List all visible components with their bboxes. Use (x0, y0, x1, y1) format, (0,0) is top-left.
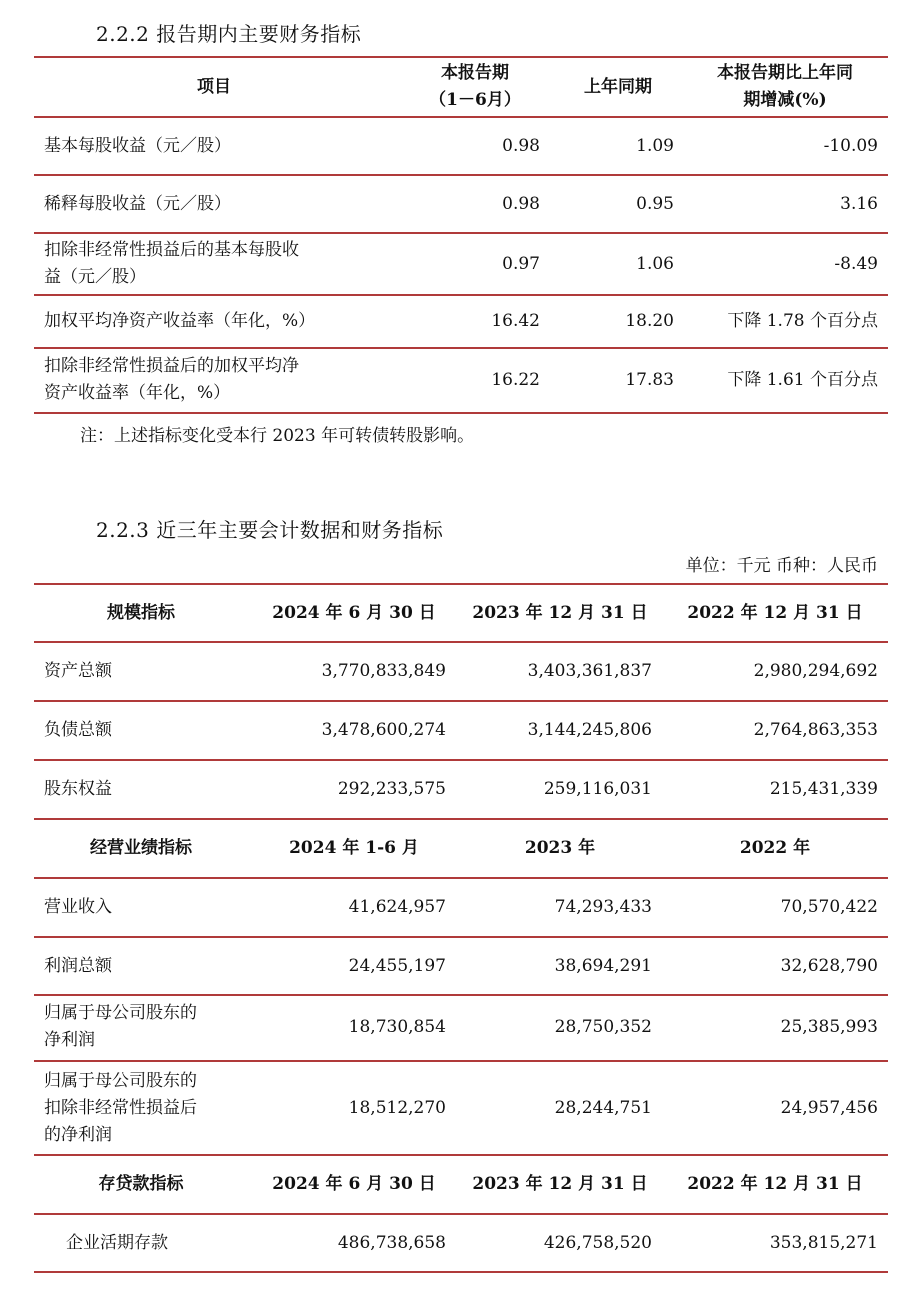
col-header-date: 2024 年 6 月 30 日 (272, 602, 436, 623)
table-cell: 0.98 (502, 193, 540, 214)
table-cell: 18,730,854 (348, 1016, 446, 1037)
table-row-label: 归属于母公司股东的 净利润 (44, 1003, 197, 1050)
table-cell: 38,694,291 (554, 955, 652, 976)
table-row-label: 负债总额 (44, 719, 112, 740)
table-cell: 17.83 (625, 369, 674, 390)
table-cell: 0.95 (636, 193, 674, 214)
col-header-date: 2023 年 12 月 31 日 (472, 602, 648, 623)
table-cell: 70,570,422 (780, 896, 878, 917)
table-row-label: 扣除非经常性损益后的加权平均净 资产收益率（年化，%） (44, 356, 299, 403)
table-cell: 3,144,245,806 (527, 719, 652, 740)
table-cell: 18,512,270 (348, 1097, 446, 1118)
table-cell: 3.16 (840, 193, 878, 214)
table-cell: 28,244,751 (554, 1097, 652, 1118)
table-cell: 下降 1.78 个百分点 (727, 310, 878, 331)
table-cell: -10.09 (823, 135, 878, 156)
table-cell: 74,293,433 (554, 896, 652, 917)
table-row-label: 扣除非经常性损益后的基本每股收 益（元／股） (44, 240, 299, 287)
table-cell: 2,980,294,692 (753, 660, 878, 681)
table-row-label: 资产总额 (44, 660, 112, 681)
table-cell: 下降 1.61 个百分点 (727, 369, 878, 390)
col-header-period: 2023 年 (524, 837, 596, 858)
col-header-period: 2024 年 1-6 月 (289, 837, 419, 858)
table-cell: 426,758,520 (543, 1232, 652, 1253)
table-cell: 16.22 (491, 369, 540, 390)
col-header-date: 2023 年 12 月 31 日 (472, 1173, 648, 1194)
table-cell: 3,770,833,849 (321, 660, 446, 681)
table-cell: 0.98 (502, 135, 540, 156)
table-cell: -8.49 (834, 253, 878, 274)
table-note: 注：上述指标变化受本行 2023 年可转债转股影响。 (80, 425, 475, 446)
col-header-date: 2024 年 6 月 30 日 (272, 1173, 436, 1194)
table-cell: 3,478,600,274 (321, 719, 446, 740)
col-header-date: 2022 年 12 月 31 日 (687, 1173, 863, 1194)
table-cell: 292,233,575 (337, 778, 446, 799)
table-cell: 259,116,031 (543, 778, 652, 799)
col-header-scale: 规模指标 (107, 602, 175, 623)
table-row-label: 企业活期存款 (66, 1232, 168, 1253)
table-cell: 25,385,993 (780, 1016, 878, 1037)
table-row-label: 归属于母公司股东的 扣除非经常性损益后 的净利润 (44, 1070, 197, 1145)
table-cell: 24,957,456 (780, 1097, 878, 1118)
table-cell: 18.20 (625, 310, 674, 331)
table-row-label: 利润总额 (44, 955, 112, 976)
table-row-label: 基本每股收益（元／股） (44, 135, 231, 156)
col-header-current-period: 本报告期 （1－6月） (429, 63, 521, 110)
col-header-period: 2022 年 (739, 837, 811, 858)
table-cell: 41,624,957 (348, 896, 446, 917)
section-title-2-2-3: 2.2.3 近三年主要会计数据和财务指标 (96, 518, 444, 542)
col-header-prior-period: 上年同期 (584, 76, 652, 97)
col-header-deposits: 存贷款指标 (98, 1173, 184, 1194)
col-header-item: 项目 (197, 76, 231, 97)
table-row-label: 加权平均净资产收益率（年化，%） (44, 310, 316, 331)
table-cell: 0.97 (502, 253, 540, 274)
table-cell: 16.42 (491, 310, 540, 331)
table-cell: 32,628,790 (780, 955, 878, 976)
table-cell: 3,403,361,837 (527, 660, 652, 681)
table-cell: 1.09 (636, 135, 674, 156)
table-row-label: 营业收入 (44, 896, 112, 917)
table-cell: 28,750,352 (554, 1016, 652, 1037)
col-header-operating: 经营业绩指标 (90, 837, 192, 858)
section-title-2-2-2: 2.2.2 报告期内主要财务指标 (96, 22, 362, 46)
table-cell: 24,455,197 (348, 955, 446, 976)
table-cell: 353,815,271 (769, 1232, 878, 1253)
col-header-date: 2022 年 12 月 31 日 (687, 602, 863, 623)
table-cell: 215,431,339 (769, 778, 878, 799)
table-cell: 1.06 (636, 253, 674, 274)
unit-label: 单位：千元 币种：人民币 (685, 555, 878, 576)
table-row-label: 股东权益 (44, 778, 112, 799)
col-header-change: 本报告期比上年同 期增减(%) (717, 63, 853, 110)
table-rule (34, 412, 888, 414)
table-rule (34, 1271, 888, 1273)
table-cell: 2,764,863,353 (753, 719, 878, 740)
table-row-label: 稀释每股收益（元／股） (44, 193, 231, 214)
table-cell: 486,738,658 (337, 1232, 446, 1253)
